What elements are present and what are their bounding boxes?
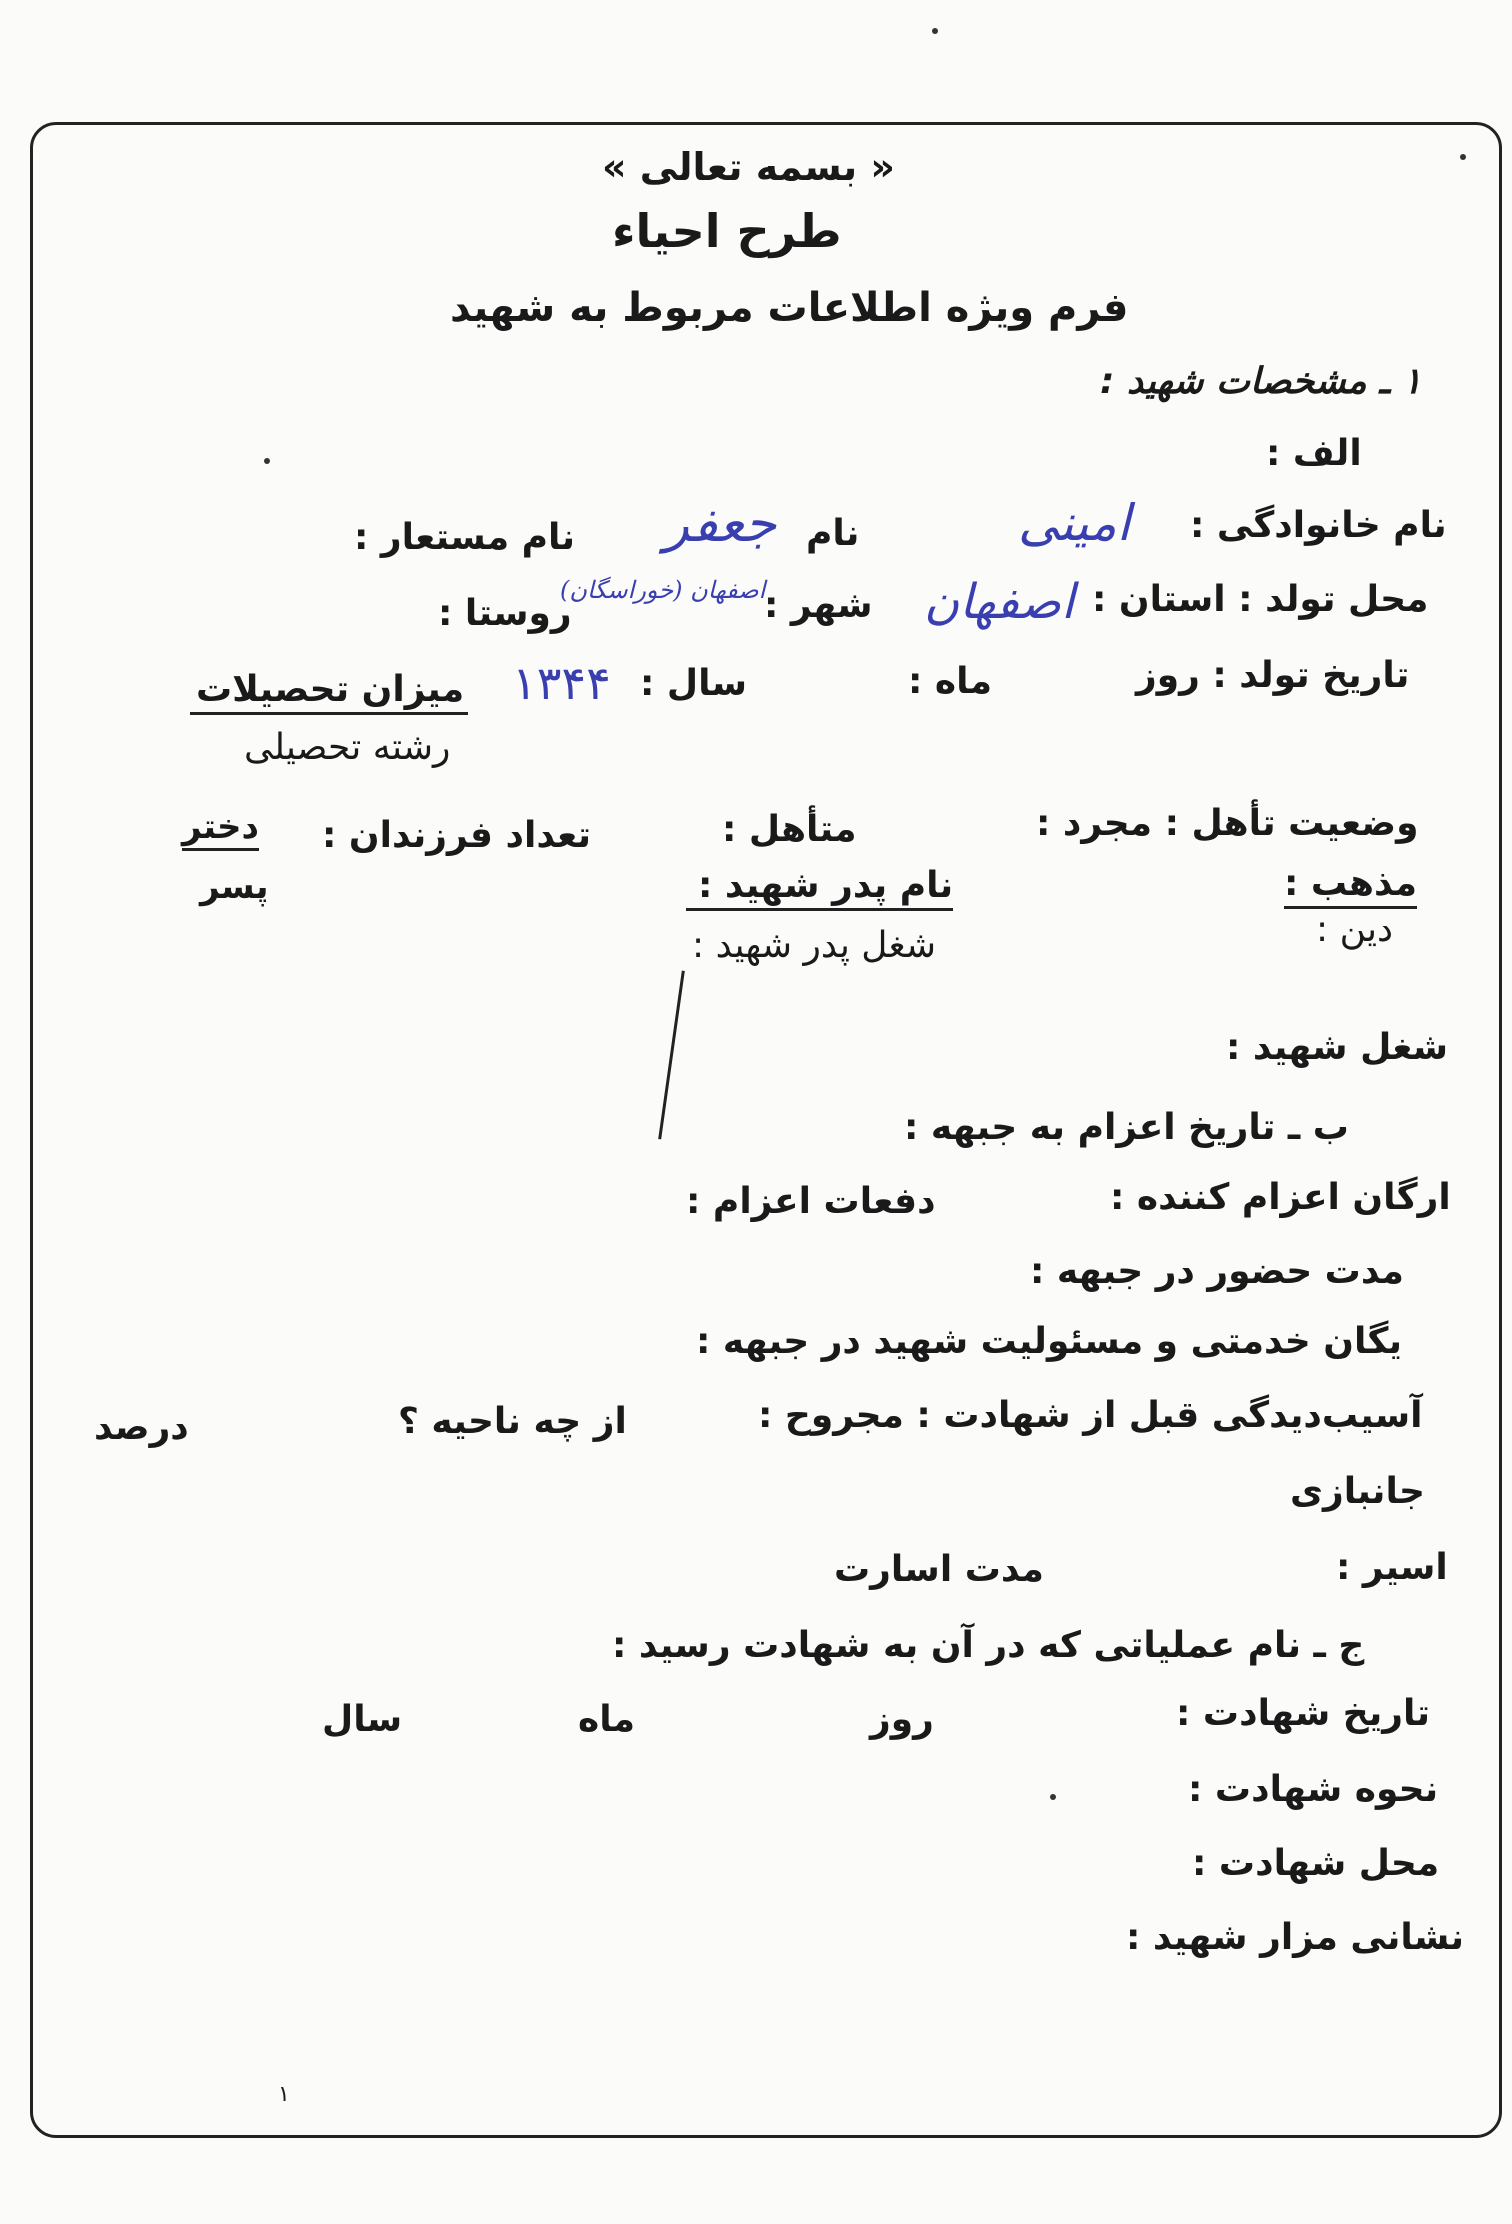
veteran-label: جانبازی — [1290, 1471, 1425, 1512]
martyrdom-date-label: تاریخ شهادت : — [1176, 1693, 1431, 1734]
birth-place-label: محل تولد : استان : — [1092, 579, 1429, 620]
first-name-label: نام — [806, 513, 860, 554]
martyrdom-year-label: سال — [322, 1699, 403, 1740]
religion-sect-label: مذهب : — [1284, 866, 1417, 909]
paper-speck — [1050, 1794, 1056, 1800]
which-area-label: از چه ناحیه ؟ — [398, 1401, 627, 1442]
percent-label: درصد — [94, 1407, 189, 1448]
page-number: ۱ — [278, 2082, 290, 2107]
son-label: پسر — [200, 867, 269, 907]
province-value: اصفهان — [924, 574, 1075, 630]
birth-date-label: تاریخ تولد : روز — [1136, 655, 1410, 696]
front-duration-label: مدت حضور در جبهه : — [1030, 1251, 1404, 1292]
birth-year-value: ۱۳۴۴ — [512, 656, 611, 710]
dispatch-count-label: دفعات اعزام : — [686, 1181, 936, 1222]
city-value: اصفهان (خوراسگان) — [560, 576, 766, 604]
prior-injury-label: آسیب‌دیدگی قبل از شهادت : مجروح : — [758, 1395, 1423, 1436]
alias-name-label: نام مستعار : — [354, 517, 576, 558]
marital-status-label: وضعیت تأهل : مجرد : — [1036, 803, 1419, 844]
paper-speck — [1460, 154, 1466, 160]
part-a-label: الف : — [1266, 433, 1362, 474]
family-name-value: امینی — [1018, 494, 1131, 552]
unit-responsibility-label: یگان خدمتی و مسئولیت شهید در جبهه : — [696, 1321, 1402, 1362]
captive-label: اسیر : — [1336, 1547, 1448, 1588]
religion-label: دین : — [1316, 909, 1394, 950]
dispatch-date-label: ب ـ تاریخ اعزام به جبهه : — [904, 1107, 1349, 1148]
children-count-label: تعداد فرزندان : — [322, 815, 591, 856]
bismillah: « بسمه تعالی » — [602, 145, 895, 189]
martyr-job-label: شغل شهید : — [1226, 1027, 1448, 1068]
field-of-study-label: رشته تحصیلی — [244, 727, 451, 768]
martyrdom-place-label: محل شهادت : — [1192, 1843, 1440, 1884]
martyrdom-day-label: روز — [870, 1699, 934, 1740]
form-title: طرح احیاء — [612, 204, 842, 258]
city-label: شهر : — [764, 585, 873, 626]
daughter-label: دختر — [182, 810, 259, 851]
form-subtitle: فرم ویژه اطلاعات مربوط به شهید — [450, 285, 1129, 331]
section-1-heading: ۱ ـ مشخصات شهید : — [1100, 361, 1422, 402]
father-name-label: نام پدر شهید : — [686, 868, 953, 911]
martyrdom-month-label: ماه — [578, 1699, 636, 1740]
first-name-value: جعفر — [664, 494, 777, 554]
dispatching-org-label: ارگان اعزام کننده : — [1110, 1177, 1451, 1218]
father-job-label: شغل پدر شهید : — [692, 925, 937, 966]
education-level-label: میزان تحصیلات — [190, 672, 468, 715]
birth-year-label: سال : — [640, 663, 748, 704]
birth-month-label: ماه : — [908, 661, 992, 702]
paper-speck — [932, 28, 938, 34]
captivity-duration-label: مدت اسارت — [834, 1549, 1044, 1590]
family-name-label: نام خانوادگی : — [1190, 505, 1447, 546]
married-label: متأهل : — [722, 809, 857, 850]
paper-speck — [264, 458, 270, 464]
grave-address-label: نشانی مزار شهید : — [1126, 1917, 1465, 1958]
martyrdom-manner-label: نحوه شهادت : — [1188, 1769, 1439, 1810]
village-label: روستا : — [438, 593, 572, 634]
operation-name-label: ج ـ نام عملیاتی که در آن به شهادت رسید : — [612, 1625, 1365, 1666]
